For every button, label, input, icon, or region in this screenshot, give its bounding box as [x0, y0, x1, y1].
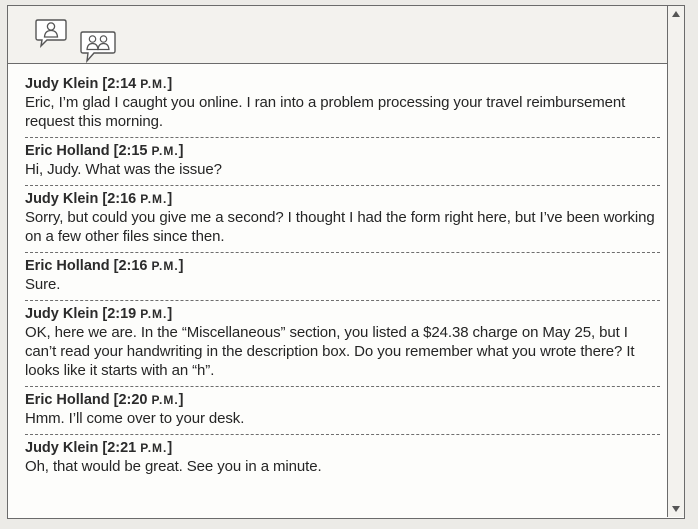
scroll-down-arrow-icon[interactable]	[671, 505, 681, 513]
message-time: 2:14	[107, 76, 137, 92]
sender-name: Eric Holland	[25, 143, 110, 159]
sender-name: Eric Holland	[25, 258, 110, 274]
sender-name: Judy Klein	[25, 306, 99, 322]
scroll-up-arrow-icon[interactable]	[671, 10, 681, 18]
user-chat-icon[interactable]	[35, 18, 67, 48]
message-text: Eric, I’m glad I caught you online. I ran into a problem processing your travel reimbursement request this morning.	[25, 94, 626, 130]
message-time: 2:20	[118, 392, 148, 408]
chat-message	[25, 435, 660, 482]
message-text: Oh, that would be great. See you in a minute.	[25, 458, 322, 475]
message-header: Judy Klein [2:19 P.M.]	[25, 306, 173, 322]
vertical-scrollbar[interactable]	[667, 6, 684, 517]
message-ampm: P.M.	[140, 192, 168, 206]
sender-name: Judy Klein	[25, 76, 99, 92]
chat-window	[7, 5, 685, 519]
message-ampm: P.M.	[140, 77, 168, 91]
sender-name: Eric Holland	[25, 392, 110, 408]
message-header: Judy Klein [2:16 P.M.]	[25, 191, 173, 207]
message-text: Sorry, but could you give me a second? I thought I had the form right here, but I’ve been working on a few other files since then.	[25, 209, 655, 245]
chat-message	[25, 387, 660, 435]
chat-message	[25, 301, 660, 387]
message-ampm: P.M.	[140, 441, 168, 455]
chat-message	[25, 138, 660, 186]
chat-message	[25, 71, 660, 138]
chat-message	[25, 253, 660, 301]
message-header: Eric Holland [2:20 P.M.]	[25, 392, 184, 408]
group-chat-icon[interactable]	[80, 30, 116, 64]
message-ampm: P.M.	[151, 393, 179, 407]
message-ampm: P.M.	[140, 307, 168, 321]
message-time: 2:16	[107, 191, 137, 207]
message-time: 2:21	[107, 440, 137, 456]
message-header: Eric Holland [2:15 P.M.]	[25, 143, 184, 159]
message-time: 2:15	[118, 143, 148, 159]
sender-name: Judy Klein	[25, 191, 99, 207]
message-text: Hi, Judy. What was the issue?	[25, 161, 222, 178]
message-text: Sure.	[25, 276, 61, 293]
message-time: 2:19	[107, 306, 137, 322]
message-ampm: P.M.	[151, 259, 179, 273]
message-header: Judy Klein [2:14 P.M.]	[25, 76, 173, 92]
chat-message	[25, 186, 660, 253]
message-text: OK, here we are. In the “Miscellaneous” section, you listed a $24.38 charge on May 25, but I can’t read your handwriting in the description box. Do you remember what you wrote there? It looks like it starts with an “h”.	[25, 324, 635, 379]
message-header: Judy Klein [2:21 P.M.]	[25, 440, 173, 456]
message-header: Eric Holland [2:16 P.M.]	[25, 258, 184, 274]
sender-name: Judy Klein	[25, 440, 99, 456]
message-ampm: P.M.	[151, 144, 179, 158]
message-text: Hmm. I’ll come over to your desk.	[25, 410, 245, 427]
chat-header	[8, 6, 668, 64]
message-list	[25, 71, 660, 482]
message-time: 2:16	[118, 258, 148, 274]
